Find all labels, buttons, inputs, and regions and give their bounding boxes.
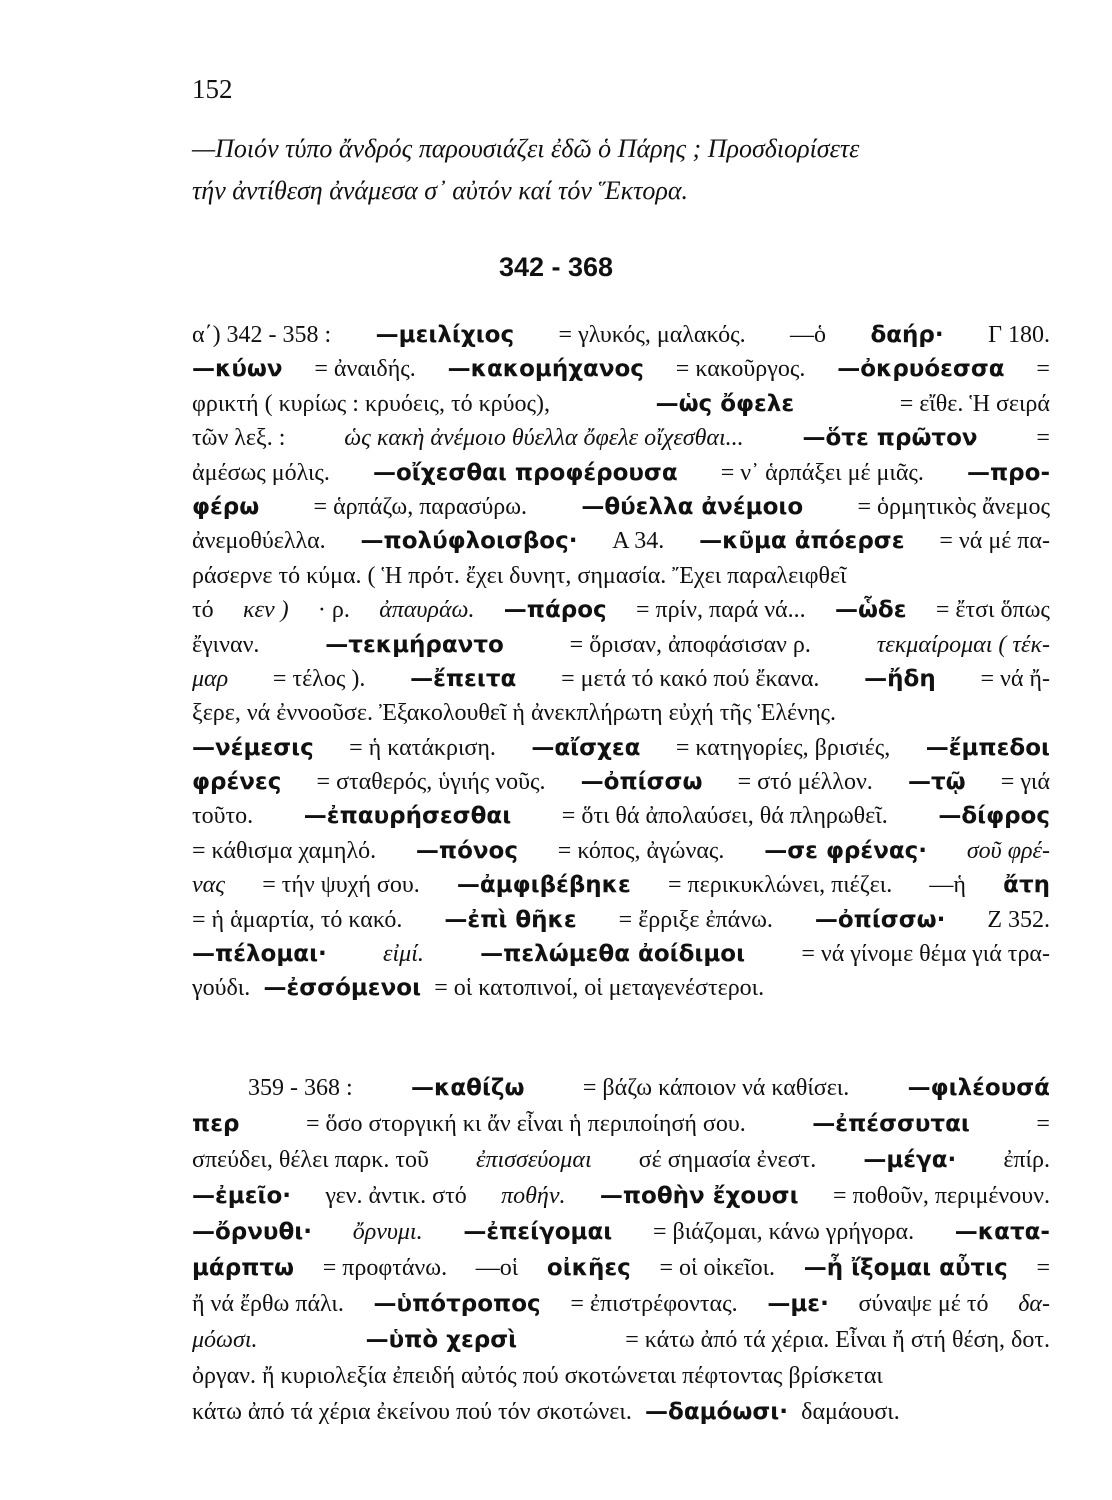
gloss-text: = βάζω κάποιον νά καθίσει.	[582, 1075, 850, 1101]
headword: —οἴχεσθαι προφέρουσα	[373, 459, 678, 486]
gloss-text: = μετά τό κακό πού ἔκανα.	[561, 665, 820, 692]
italic-term: τεκμαίρομαι ( τέκ-	[876, 631, 1050, 658]
headword: —ὅτε πρῶτον	[802, 425, 978, 452]
glossary-line	[192, 975, 1050, 1009]
gloss-text: —ὁ	[790, 322, 827, 348]
question-line: τήν ἀντίθεση ἀνάμεσα σ᾽ αὐτόν καί τόν Ἕκτορα.	[192, 176, 689, 205]
glossary-line	[192, 528, 1050, 562]
headword: —ἀμφιβέβηκε	[456, 872, 631, 899]
glossary-line	[192, 1327, 1050, 1363]
glossary-line	[192, 1291, 1050, 1327]
gloss-text: = γλυκός, μαλακός.	[558, 322, 746, 348]
gloss-text: = ἐπιστρέφοντας.	[570, 1291, 738, 1317]
gloss-text: Ζ 352.	[987, 906, 1050, 933]
gloss-text: = ἔτσι ὅπως	[935, 597, 1050, 624]
gloss-text: Α 34.	[612, 528, 665, 555]
headword: δαήρ·	[870, 322, 944, 348]
glossary-line	[192, 769, 1050, 803]
glossary-line	[192, 425, 1050, 459]
gloss-text: Γ 180.	[988, 322, 1050, 348]
gloss-text: ἔγιναν.	[192, 631, 260, 658]
headword: —ἐπὶ θῆκε	[444, 906, 577, 933]
gloss-text: ξερε, νά ἐννοοῦσε. Ἐξακολουθεῖ ἡ ἀνεκπλήρωτη εὐχή τῆς Ἑλένης.	[192, 700, 837, 727]
headword: —κακομήχανος	[447, 356, 644, 383]
gloss-text: = ἡ ἁμαρτία, τό κακό.	[192, 906, 403, 933]
italic-term: εἰμί.	[383, 941, 424, 968]
gloss-text: = ἡ κατάκριση.	[349, 734, 496, 761]
headword: ἄτη	[1003, 872, 1050, 899]
italic-term: σοῦ φρέ-	[966, 837, 1050, 864]
headword: —πέλομαι·	[192, 941, 327, 968]
gloss-text: ἤ νά ἔρθω πάλι.	[192, 1291, 344, 1317]
gloss-text: = κατηγορίες, βρισιές,	[675, 734, 891, 761]
headword: —ἔμπεδοι	[925, 734, 1050, 761]
glossary-line	[192, 1111, 1050, 1147]
headword: —φιλέουσά	[907, 1075, 1050, 1101]
headword: —προ-	[966, 459, 1050, 486]
gloss-text: = νά ἤ-	[980, 665, 1050, 692]
headword: —πολύφλοισβος·	[360, 528, 578, 555]
headword: —ὀκρυόεσσα	[837, 356, 1005, 383]
headword: —ἐπείγομαι	[463, 1219, 613, 1245]
glossary-line	[192, 803, 1050, 837]
gloss-text: σύναψε μέ τό	[858, 1291, 989, 1317]
glossary-line	[192, 1219, 1050, 1255]
gloss-text: —οἱ	[475, 1255, 519, 1281]
italic-term: μαρ	[192, 665, 229, 692]
glossary-line	[192, 1363, 1050, 1399]
gloss-text: φρικτή ( κυρίως : κρυόεις, τό κρύος),	[192, 390, 551, 417]
headword: —ὑπότροπος	[373, 1291, 541, 1317]
headword: —ποθὴν ἔχουσι	[599, 1183, 799, 1209]
gloss-text: = τήν ψυχή σου.	[262, 872, 420, 899]
glossary-section-342-358	[192, 322, 1050, 1010]
gloss-text: τοῦτο.	[192, 803, 254, 830]
italic-term: ἀπαυράω.	[379, 597, 475, 624]
gloss-text: ράσερνε τό κύμα. ( Ἡ πρότ. ἔχει δυνητ, σημασία. Ἔχει παραλειφθεῖ	[192, 562, 847, 589]
gloss-text: = κόπος, ἀγώνας.	[557, 837, 725, 864]
italic-term: νας	[192, 872, 225, 899]
glossary-line	[192, 322, 1050, 356]
glossary-line	[192, 1147, 1050, 1183]
gloss-text: σέ σημασία ἐνεστ.	[638, 1147, 817, 1173]
gloss-text: = ἁρπάζω, παρασύρω.	[313, 493, 528, 520]
gloss-text: = νά γίνομε θέμα γιά τρα-	[801, 941, 1050, 968]
gloss-text: τό	[192, 597, 214, 624]
gloss-text: =	[1036, 1255, 1050, 1281]
glossary-line	[192, 1183, 1050, 1219]
headword: —κατα-	[954, 1219, 1050, 1245]
headword: —ὑπὸ χερσὶ	[365, 1327, 518, 1353]
headword: —ὀπίσσω·	[814, 906, 946, 933]
gloss-text: σπεύδει, θέλει παρκ. τοῦ	[192, 1147, 429, 1173]
headword: οἰκῆες	[546, 1255, 631, 1281]
headword: —ἐπέσσυται	[812, 1111, 970, 1137]
gloss-text: = βιάζομαι, κάνω γρήγορα.	[652, 1219, 915, 1245]
gloss-text: = ὅσο στοργική κι ἄν εἶναι ἡ περιποίησή σου.	[306, 1111, 746, 1137]
headword: —ἐπαυρήσεσθαι	[303, 803, 512, 830]
headword: —δαμόωσι·	[645, 1399, 788, 1425]
gloss-text: α΄) 342 - 358 :	[192, 322, 332, 348]
glossary-line	[192, 391, 1050, 425]
italic-term: δα-	[1018, 1291, 1050, 1317]
glossary-line	[192, 632, 1050, 666]
glossary-section-359-368	[192, 1075, 1050, 1435]
glossary-line	[192, 494, 1050, 528]
gloss-text: ἀμέσως μόλις.	[192, 459, 330, 486]
headword: —πελώμεθα ἀοίδιμοι	[480, 941, 746, 968]
gloss-text: κάτω ἀπό τά χέρια ἐκείνου πού τόν σκοτώνει.	[192, 1399, 632, 1425]
gloss-text: =	[1036, 1111, 1050, 1137]
gloss-text: ἀνεμοθύελλα.	[192, 528, 326, 555]
headword: —μέγα·	[863, 1147, 957, 1173]
gloss-text: γούδι.	[192, 975, 251, 1002]
gloss-text: ἐπίρ.	[1003, 1147, 1050, 1173]
headword: φρένες	[192, 769, 282, 796]
glossary-line	[192, 838, 1050, 872]
gloss-text: = εἴθε. Ἡ σειρά	[899, 390, 1050, 417]
glossary-line	[192, 1075, 1050, 1111]
headword: φέρω	[192, 493, 260, 520]
glossary-line	[192, 356, 1050, 390]
gloss-text: = ἀναιδής.	[314, 356, 416, 383]
headword: —τῷ	[907, 769, 966, 796]
headword: —νέμεσις	[192, 734, 314, 761]
headword: —πάρος	[503, 597, 607, 624]
headword: —πόνος	[415, 837, 518, 864]
headword: —τεκμήραντο	[325, 631, 504, 658]
headword: —ὀπίσσω	[580, 769, 703, 796]
headword: —ὧδε	[834, 597, 907, 624]
question-line: —Ποιόν τύπο ἄνδρός παρουσιάζει ἐδῶ ὁ Πάρης ; Προσδιορίσετε	[192, 134, 860, 163]
headword: μάρπτω	[192, 1255, 295, 1281]
italic-term: κεν )	[242, 597, 289, 624]
glossary-line	[192, 563, 1050, 597]
gloss-text: = νά μέ πα-	[939, 528, 1050, 555]
headword: —ὄρνυθι·	[192, 1219, 312, 1245]
glossary-line	[192, 700, 1050, 734]
gloss-text: · ρ.	[317, 597, 350, 624]
gloss-text: 359 - 368 :	[248, 1075, 353, 1101]
gloss-text: = σταθερός, ὑγιής νοῦς.	[316, 769, 546, 796]
gloss-text: = ὅρισαν, ἀποφάσισαν ρ.	[569, 631, 811, 658]
headword: —ἦ ἴξομαι αὖτις	[803, 1255, 1008, 1281]
italic-term: ποθήν.	[501, 1183, 566, 1209]
question-paragraph	[192, 128, 1042, 212]
italic-term: ὄρνυμι.	[352, 1219, 423, 1245]
headword: —ἤδη	[864, 665, 936, 692]
italic-term: ἐπισσεύομαι	[476, 1147, 592, 1173]
headword: —ἐμεῖο·	[192, 1183, 292, 1209]
gloss-text: = περικυκλώνει, πιέζει.	[668, 872, 893, 899]
italic-term: μόωσι.	[192, 1327, 258, 1353]
headword: —ἔπειτα	[410, 665, 517, 692]
gloss-text: ὀργαν. ἤ κυριολεξία ἐπειδή αὐτός πού σκοτώνεται πέφτοντας βρίσκεται	[192, 1363, 883, 1389]
gloss-text: = ὅτι θά ἀπολαύσει, θά πληρωθεῖ.	[561, 803, 888, 830]
gloss-text: = ποθοῦν, περιμένουν.	[832, 1183, 1050, 1209]
headword: —μειλίχιος	[375, 322, 515, 348]
glossary-line	[192, 735, 1050, 769]
glossary-line	[192, 1399, 1050, 1435]
gloss-text: = προφτάνω.	[322, 1255, 448, 1281]
gloss-text: = τέλος ).	[272, 665, 366, 692]
gloss-text: = κάτω ἀπό τά χέρια. Εἶναι ἤ στή θέση, δοτ.	[625, 1327, 1050, 1353]
gloss-text: = ν᾽ ἁρπάξει μέ μιᾶς.	[720, 459, 924, 486]
headword: —σε φρένας·	[764, 837, 928, 864]
gloss-text: = οἱ κατοπινοί, οἱ μεταγενέστεροι.	[434, 975, 765, 1002]
glossary-line	[192, 907, 1050, 941]
gloss-text: = κάθισμα χαμηλό.	[192, 837, 377, 864]
glossary-line	[192, 941, 1050, 975]
italic-term: ὡς κακὴ ἀνέμοιο θύελλα ὄφελε οἴχεσθαι...	[344, 425, 744, 452]
glossary-line	[192, 597, 1050, 631]
gloss-text: = πρίν, παρά νά...	[636, 597, 806, 624]
gloss-text: = ὁρμητικὸς ἄνεμος	[857, 493, 1050, 520]
glossary-line	[192, 1255, 1050, 1291]
glossary-line	[192, 666, 1050, 700]
gloss-text: = στό μέλλον.	[737, 769, 873, 796]
glossary-line	[192, 460, 1050, 494]
headword: —θύελλα ἀνέμοιο	[581, 493, 804, 520]
headword: —αἴσχεα	[531, 734, 641, 761]
headword: —ὡς ὄφελε	[655, 390, 795, 417]
gloss-text: = κακοῦργος.	[675, 356, 806, 383]
gloss-text: = γιά	[1000, 769, 1050, 796]
headword: —κῦμα ἀπόερσε	[699, 528, 905, 555]
headword: περ	[192, 1111, 240, 1137]
gloss-text: = οἱ οἰκεῖοι.	[659, 1255, 776, 1281]
gloss-text: γεν. ἀντικ. στό	[325, 1183, 467, 1209]
headword: —ἐσσόμενοι	[263, 975, 422, 1002]
glossary-line	[192, 872, 1050, 906]
headword: —με·	[767, 1291, 829, 1317]
gloss-text: —ἡ	[929, 872, 966, 899]
gloss-text: δαμάουσι.	[801, 1399, 900, 1425]
headword: —δίφρος	[938, 803, 1050, 830]
headword: —καθίζω	[411, 1075, 525, 1101]
gloss-text: = ἔρριξε ἐπάνω.	[618, 906, 773, 933]
gloss-text: =	[1036, 356, 1050, 383]
gloss-text: τῶν λεξ. :	[192, 425, 286, 452]
page-number: 152	[192, 74, 233, 104]
gloss-text: =	[1036, 425, 1050, 452]
headword: —κύων	[192, 356, 283, 383]
section-heading: 342 - 368	[498, 252, 614, 282]
